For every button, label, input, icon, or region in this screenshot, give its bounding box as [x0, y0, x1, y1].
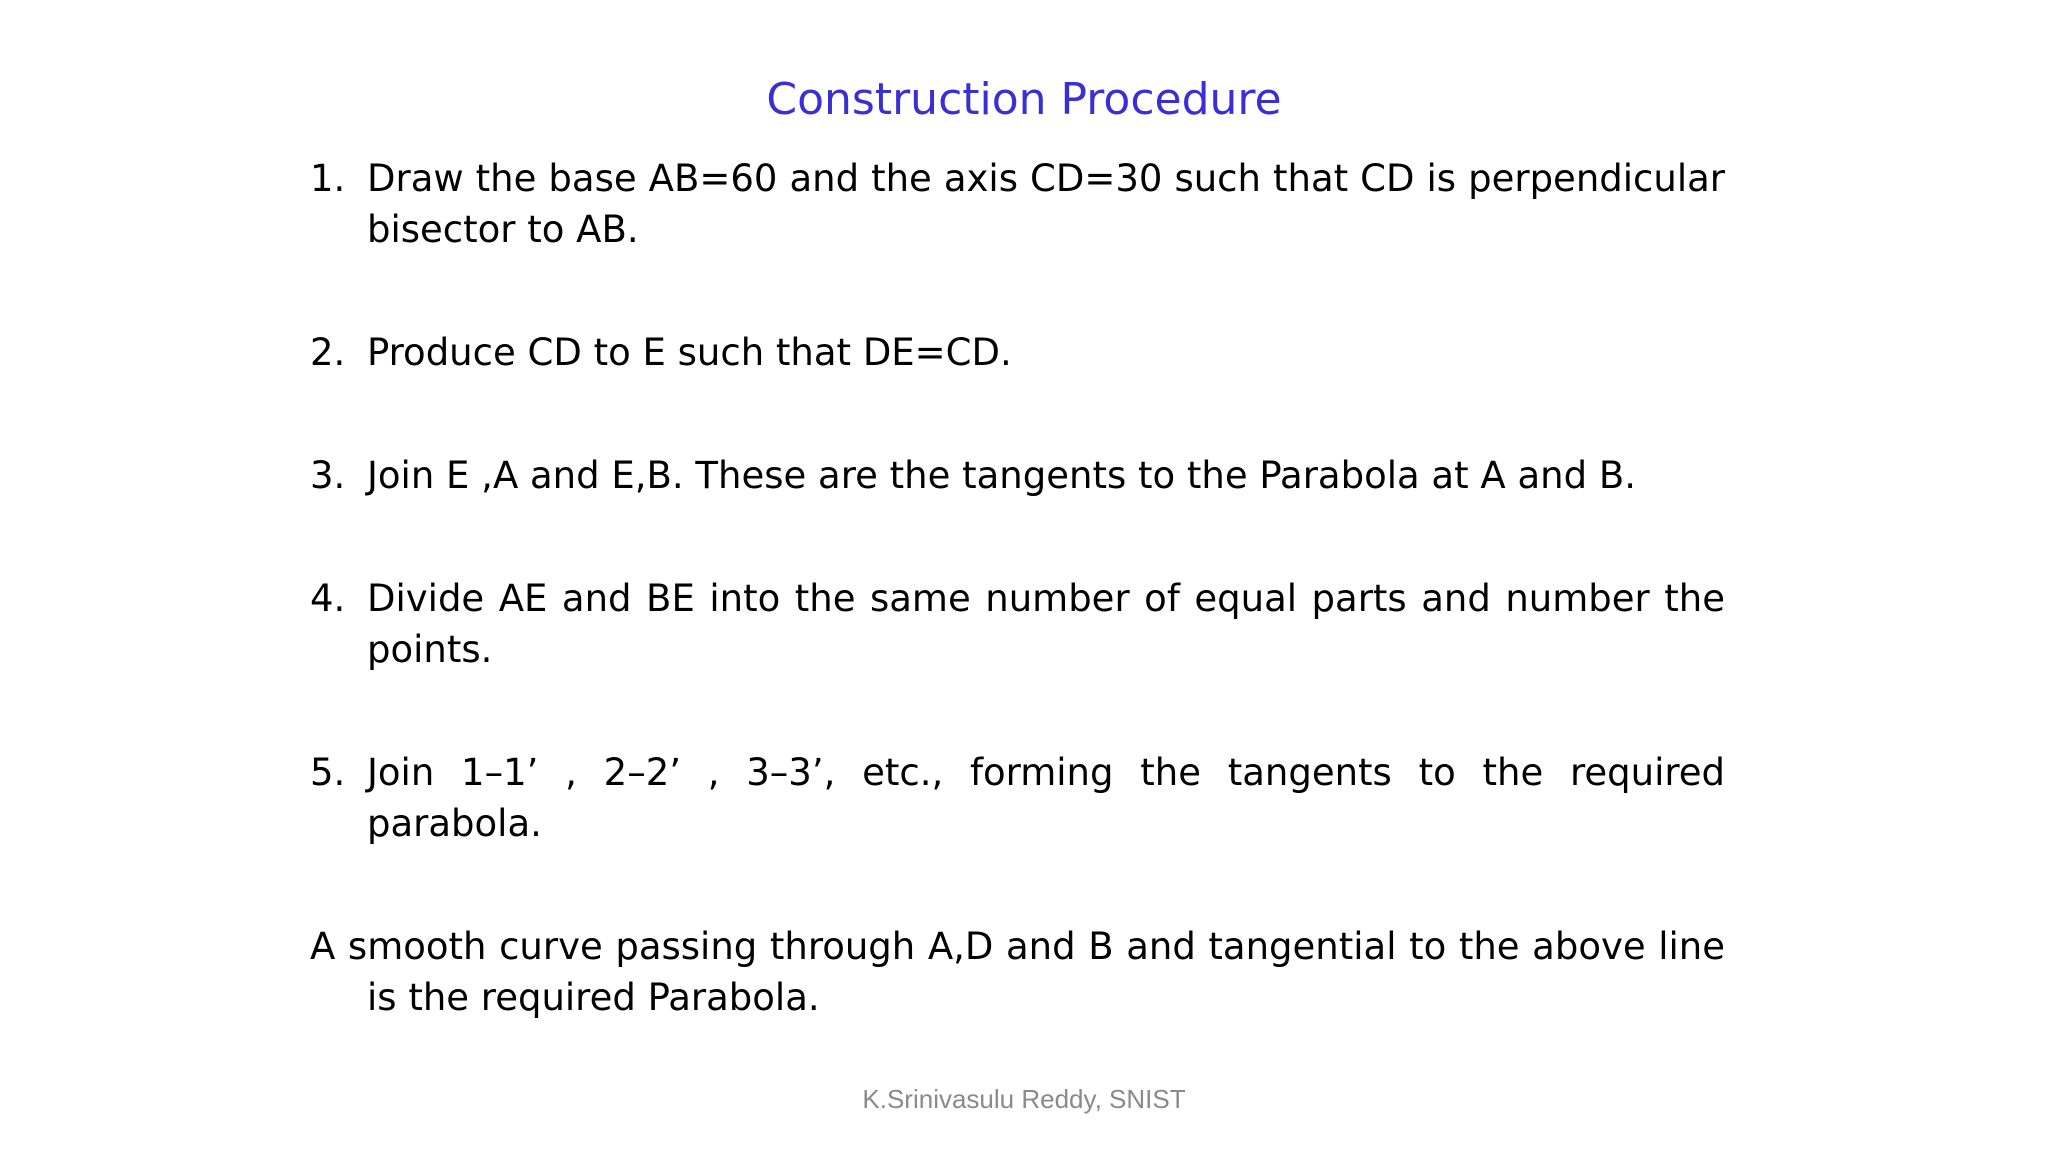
list-item: [310, 573, 1725, 675]
list-item: [310, 747, 1725, 849]
step-text: Produce CD to E such that DE=CD.: [367, 331, 1012, 374]
step-text: Join E ,A and E,B. These are the tangents to the Parabola at A and B.: [367, 454, 1636, 497]
closing-paragraph: A smooth curve passing through A,D and B and tangential to the above line is the required Parabola.: [310, 925, 1725, 1019]
step-number: 3.: [310, 454, 346, 497]
step-number: 1.: [310, 157, 346, 200]
list-item: [310, 327, 1725, 378]
step-text: Divide AE and BE into the same number of equal parts and number the points.: [367, 577, 1725, 671]
list-item: [310, 153, 1725, 255]
step-text: Draw the base AB=60 and the axis CD=30 such that CD is perpendicular bisector to AB.: [367, 157, 1725, 251]
list-item: [310, 450, 1725, 501]
step-text: Join 1–1’ , 2–2’ , 3–3’, etc., forming the tangents to the required parabola.: [367, 751, 1725, 845]
step-number: 5.: [310, 751, 346, 794]
step-number: 4.: [310, 577, 346, 620]
step-number: 2.: [310, 331, 346, 374]
procedure-list: [310, 153, 1725, 1023]
slide-title: Construction Procedure: [766, 74, 1282, 125]
footer-credit: K.Srinivasulu Reddy, SNIST: [862, 1084, 1186, 1114]
